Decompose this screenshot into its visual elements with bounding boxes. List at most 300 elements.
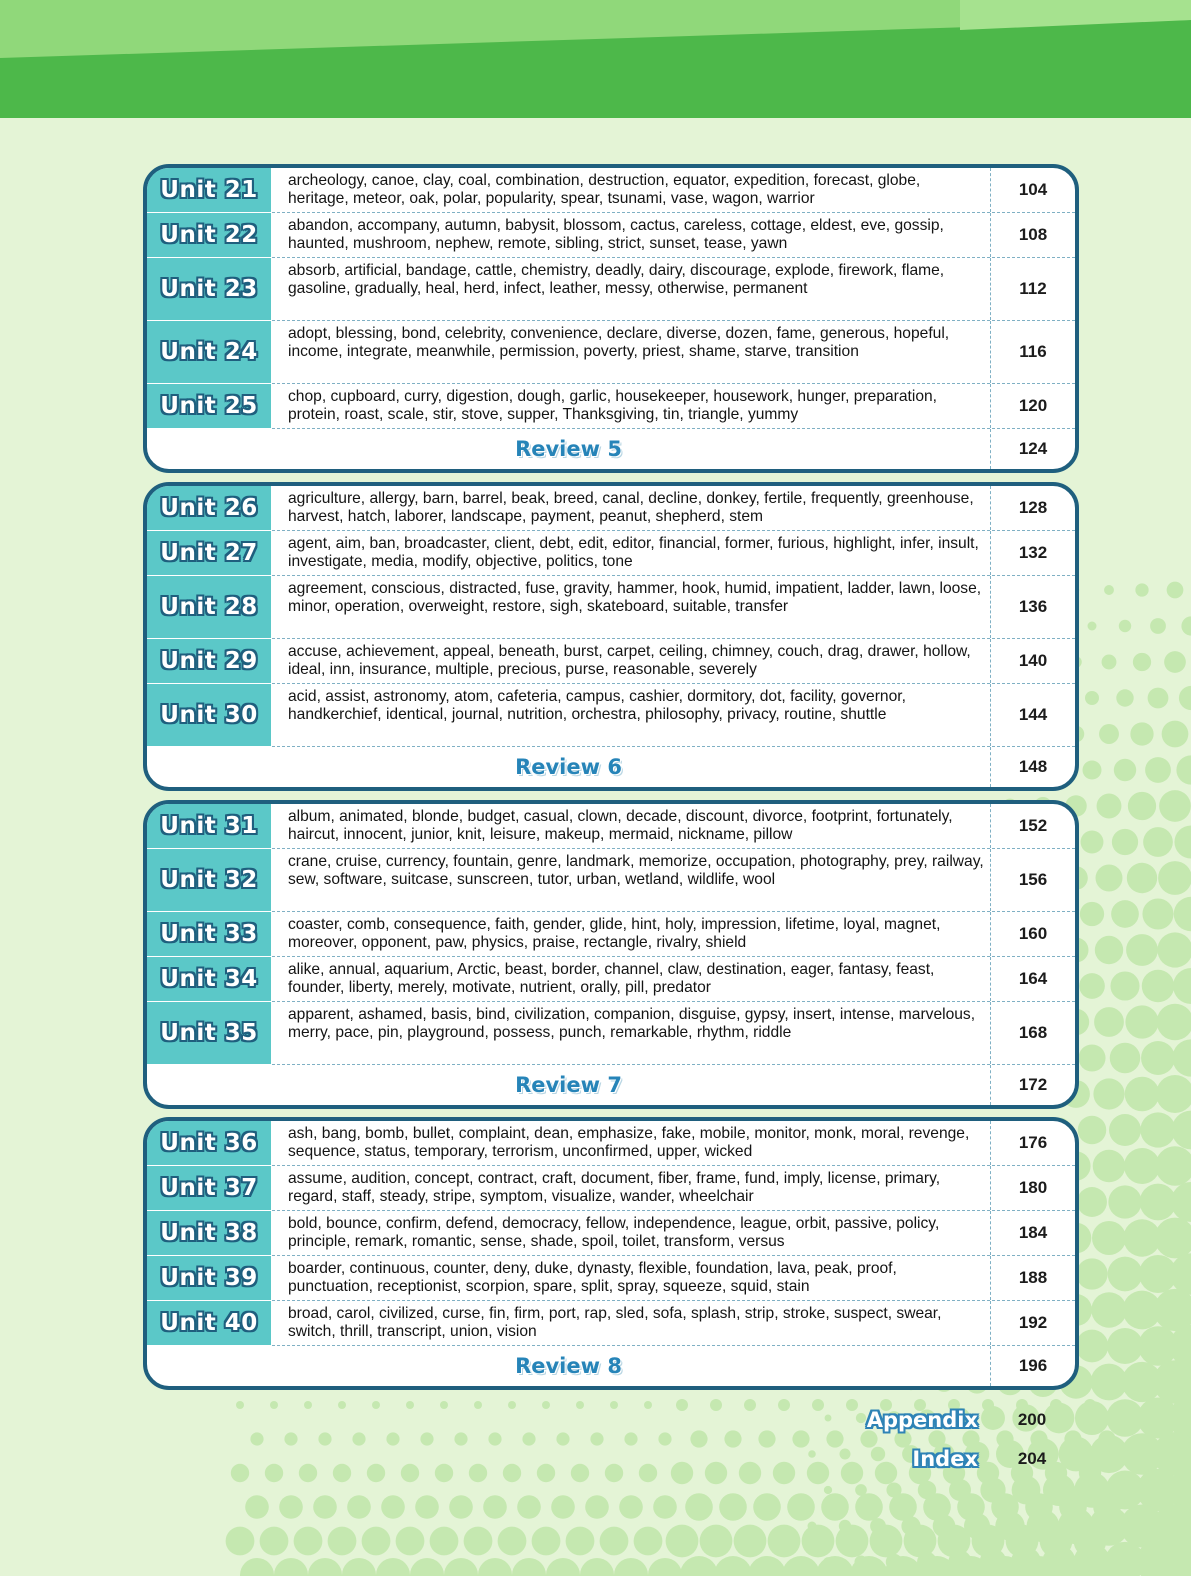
bg-dot <box>396 1527 425 1556</box>
bg-dot <box>1078 1116 1107 1145</box>
unit-page-number: 168 <box>1018 1023 1048 1042</box>
unit-word-list: accuse, achievement, appeal, beneath, burst, carpet, ceiling, chimney, couch, drag, drawer, hollow, ideal, inn, insurance, multiple, precious, purse, reasonable, severely <box>271 639 991 683</box>
unit-word-list: abandon, accompany, autumn, babysit, blossom, cactus, careless, cottage, eldest, eve, gossip, haunted, mushroom, nephew, remote, sibling, strict, sunset, tease, yawn <box>271 213 991 257</box>
unit-label-cell <box>147 168 271 213</box>
bg-dot <box>1106 1399 1144 1437</box>
bg-dot <box>1176 755 1191 784</box>
bg-dot <box>260 1527 289 1556</box>
unit-label-cell <box>147 576 271 639</box>
bg-dot <box>1094 1007 1124 1037</box>
bg-dot <box>938 1525 971 1558</box>
bg-dot <box>904 1525 937 1558</box>
unit-word-list: bold, bounce, confirm, defend, democracy, fellow, independence, league, orbit, passive, policy, principle, remark, romantic, sense, shade, spoil, toilet, transform, versus <box>271 1211 991 1255</box>
unit-word-list: agent, aim, ban, broadcaster, client, debt, edit, editor, financial, former, furious, highlight, infer, insult, investigate, media, modify, objective, politics, tone <box>271 531 991 575</box>
unit-row[interactable] <box>147 912 1075 957</box>
unit-page-number: 180 <box>1018 1178 1048 1197</box>
bg-dot <box>1112 829 1138 855</box>
bg-dot <box>1064 1430 1081 1447</box>
review-page-number: 196 <box>1018 1356 1048 1375</box>
bg-dot <box>824 1486 832 1494</box>
bg-dot <box>342 1558 376 1576</box>
bg-dot <box>1127 863 1157 893</box>
bg-dot <box>1167 582 1184 599</box>
bg-dot <box>634 1527 663 1556</box>
bg-dot <box>270 1401 278 1409</box>
bg-dot <box>923 1493 951 1521</box>
bg-dot <box>1122 1362 1162 1402</box>
unit-word-list: coaster, comb, consequence, faith, gender, glide, hint, holy, impression, lifetime, loyal, magnet, moreover, opponent, paw, physics, praise, rectangle, rivalry, shield <box>271 912 991 956</box>
bg-dot <box>676 1399 688 1411</box>
bg-dot <box>430 1527 459 1556</box>
bg-dot <box>498 1527 527 1556</box>
bg-dot <box>1091 1292 1126 1327</box>
unit-word-list: acid, assist, astronomy, atom, cafeteria, campus, cashier, dormitory, dot, facility, governor, handkerchief, identical, journal, nutrition, orchestra, philosophy, privacy, routine, shuttle <box>271 684 991 746</box>
bg-dot <box>1158 861 1191 895</box>
unit-word-list: broad, carol, civilized, curse, fin, firm, port, rap, sled, sofa, splash, strip, stroke, suspect, swear, switch, thrill, transcript, union, vision <box>271 1301 991 1345</box>
unit-page-number: 140 <box>1018 651 1048 670</box>
review-page-number: 124 <box>1018 439 1048 458</box>
unit-word-list: chop, cupboard, curry, digestion, dough, garlic, housekeeper, housework, hunger, preparation, protein, roast, scale, stir, stove, supper, Thanksgiving, tin, triangle, yummy <box>271 384 991 428</box>
bg-dot <box>1078 1044 1105 1071</box>
bg-dot <box>440 1401 448 1409</box>
unit-label-cell <box>147 1256 271 1301</box>
unit-page-number: 136 <box>1018 597 1048 616</box>
bg-dot <box>1102 655 1117 670</box>
bg-dot <box>284 1432 297 1445</box>
bg-dot <box>464 1527 493 1556</box>
bg-dot <box>1125 1005 1158 1038</box>
unit-label: Unit 29 <box>160 648 258 674</box>
bg-dot <box>294 1527 323 1556</box>
toc-block <box>143 482 1079 791</box>
bg-dot <box>245 1495 269 1519</box>
review-row[interactable] <box>147 429 1075 469</box>
bg-dot <box>1172 1039 1191 1076</box>
bg-dot <box>566 1527 595 1556</box>
bg-dot <box>1093 1150 1126 1183</box>
bg-dot <box>1150 618 1166 634</box>
bg-dot <box>639 1464 657 1482</box>
bg-dot <box>333 1464 351 1482</box>
bg-dot <box>1174 825 1191 858</box>
bg-dot <box>1006 1525 1039 1558</box>
bg-dot <box>444 1558 478 1576</box>
bg-dot <box>410 1558 444 1576</box>
bg-dot <box>556 1432 569 1445</box>
unit-row[interactable] <box>147 1121 1075 1166</box>
bg-dot <box>1130 722 1153 745</box>
bg-dot <box>1040 1525 1073 1558</box>
bg-dot <box>1126 934 1158 966</box>
bg-dot <box>250 1432 263 1445</box>
unit-label-cell <box>147 1211 271 1256</box>
unit-page-number: 192 <box>1018 1313 1048 1332</box>
unit-row[interactable] <box>147 213 1075 258</box>
unit-label: Unit 30 <box>160 702 258 728</box>
unit-row[interactable] <box>147 258 1075 321</box>
bg-dot <box>304 1401 312 1409</box>
bg-dot <box>318 1432 331 1445</box>
unit-page-number: 160 <box>1018 924 1048 943</box>
bg-dot <box>274 1558 308 1576</box>
unit-row[interactable] <box>147 1166 1075 1211</box>
unit-label: Unit 35 <box>160 1020 258 1046</box>
bg-dot <box>1142 898 1173 929</box>
unit-label: Unit 25 <box>160 393 258 419</box>
unit-label-cell <box>147 912 271 957</box>
bg-dot <box>226 1527 255 1556</box>
bg-dot <box>1076 1258 1107 1289</box>
bg-dot <box>362 1527 391 1556</box>
bg-dot <box>352 1432 365 1445</box>
bg-dot <box>1133 653 1151 671</box>
bg-dot <box>1074 1525 1107 1558</box>
bg-dot <box>753 1493 781 1521</box>
unit-word-list: agreement, conscious, distracted, fuse, gravity, hammer, hook, humid, impatient, ladder, lawn, loose, minor, operation, overweight, restore, sigh, skateboard, suitable, transfer <box>271 576 991 638</box>
unit-row[interactable] <box>147 684 1075 747</box>
bg-dot <box>1109 1114 1141 1146</box>
bg-dot <box>714 1556 752 1576</box>
appendix-page-number: 200 <box>1017 1410 1047 1429</box>
bg-dot <box>1159 790 1191 822</box>
bg-dot <box>240 1558 274 1576</box>
unit-label-cell <box>147 957 271 1002</box>
bg-dot <box>1088 622 1097 631</box>
bg-dot <box>653 1495 677 1519</box>
unit-label-cell <box>147 804 271 849</box>
bg-dot <box>517 1495 541 1519</box>
appendix-label: Appendix <box>866 1408 978 1432</box>
bg-dot <box>1116 689 1133 706</box>
bg-dot <box>610 1401 618 1409</box>
bg-dot <box>265 1464 283 1482</box>
bg-dot <box>469 1464 487 1482</box>
bg-dot <box>1077 1187 1107 1217</box>
unit-row[interactable] <box>147 804 1075 849</box>
bg-dot <box>1076 1330 1109 1363</box>
bg-dot <box>372 1401 380 1409</box>
bg-dot <box>1162 721 1189 748</box>
unit-label-cell <box>147 849 271 912</box>
bg-dot <box>1085 691 1099 705</box>
bg-dot <box>666 1525 699 1558</box>
bg-dot <box>542 1401 550 1409</box>
bg-dot <box>347 1495 371 1519</box>
bg-dot <box>1181 616 1191 635</box>
bg-dot <box>671 1462 693 1484</box>
bg-dot <box>1104 585 1114 595</box>
bg-dot <box>328 1527 357 1556</box>
bg-dot <box>648 1558 682 1576</box>
unit-label-cell <box>147 486 271 531</box>
bg-dot <box>483 1495 507 1519</box>
bg-dot <box>338 1401 346 1409</box>
toc-block <box>143 800 1079 1109</box>
unit-word-list: apparent, ashamed, basis, bind, civilization, companion, disguise, gypsy, insert, intense, marvelous, merry, pace, pin, playground, possess, punch, remarkable, rhythm, riddle <box>271 1002 991 1064</box>
unit-word-list: assume, audition, concept, contract, craft, document, fiber, frame, fund, imply, license, primary, regard, staff, steady, stripe, symptom, visualize, wander, wheelchair <box>271 1166 991 1210</box>
bg-dot <box>1128 792 1156 820</box>
bg-dot <box>787 1493 815 1521</box>
bg-dot <box>1157 1004 1191 1041</box>
bg-dot <box>1079 973 1105 999</box>
unit-word-list: agriculture, allergy, barn, barrel, beak, breed, canal, decline, donkey, fertile, frequently, greenhouse, harvest, hatch, laborer, landscape, payment, peanut, shepherd, stem <box>271 486 991 530</box>
unit-row[interactable] <box>147 576 1075 639</box>
bg-dot <box>231 1464 249 1482</box>
bg-dot <box>1148 688 1169 709</box>
bg-dot <box>768 1525 801 1558</box>
bg-dot <box>308 1558 342 1576</box>
bg-dot <box>1110 1043 1141 1074</box>
bg-dot <box>1084 1399 1096 1411</box>
unit-word-list: boarder, continuous, counter, deny, duke, dynasty, flexible, foundation, lava, peak, proof, punctuation, receptionist, scorpion, spare, split, spray, squeeze, squid, stain <box>271 1256 991 1300</box>
unit-row[interactable] <box>147 1301 1075 1346</box>
bg-dot <box>299 1464 317 1482</box>
index-label: Index <box>912 1447 978 1471</box>
unit-label: Unit 34 <box>160 966 258 992</box>
unit-page-number: 116 <box>1019 342 1047 361</box>
bg-dot <box>508 1401 516 1409</box>
unit-label: Unit 39 <box>160 1265 258 1291</box>
bg-dot <box>1174 897 1191 932</box>
bg-dot <box>1092 1221 1126 1255</box>
bg-dot <box>551 1495 575 1519</box>
bg-dot <box>1143 827 1173 857</box>
unit-row[interactable] <box>147 639 1075 684</box>
bg-dot <box>821 1493 849 1521</box>
bg-dot <box>415 1495 439 1519</box>
unit-page-number: 152 <box>1018 816 1048 835</box>
unit-label-cell <box>147 1002 271 1065</box>
bg-dot <box>1091 1364 1128 1401</box>
bg-dot <box>1145 757 1171 783</box>
unit-label-cell <box>147 321 271 384</box>
unit-label: Unit 36 <box>160 1130 258 1156</box>
unit-row[interactable] <box>147 531 1075 576</box>
bg-dot <box>381 1495 405 1519</box>
bg-dot <box>1079 1462 1101 1484</box>
bg-dot <box>590 1432 603 1445</box>
unit-word-list: absorb, artificial, bandage, cattle, chemistry, deadly, dairy, discourage, explode, firework, flame, gasoline, gradually, heal, herd, infect, leather, messy, otherwise, permanent <box>271 258 991 320</box>
bg-dot <box>488 1432 501 1445</box>
bg-dot <box>1108 1257 1143 1292</box>
bg-dot <box>1083 761 1102 780</box>
unit-label-cell <box>147 1301 271 1346</box>
extra-entry[interactable] <box>700 1402 978 1438</box>
bg-dot <box>748 1556 786 1576</box>
bg-dot <box>435 1464 453 1482</box>
bg-dot <box>680 1556 718 1576</box>
bg-dot <box>1114 759 1136 781</box>
unit-label: Unit 21 <box>160 177 258 203</box>
bg-dot <box>1093 1078 1124 1109</box>
bg-dot <box>996 1430 1013 1447</box>
unit-word-list: adopt, blessing, bond, celebrity, convenience, declare, diverse, dozen, fame, generous, hopeful, income, integrate, meanwhile, permission, poverty, priest, shame, starve, transition <box>271 321 991 383</box>
bg-dot <box>1164 651 1186 673</box>
unit-label: Unit 24 <box>160 339 258 365</box>
unit-label: Unit 37 <box>160 1175 258 1201</box>
bg-dot <box>1125 1077 1160 1112</box>
bg-dot <box>1096 865 1123 892</box>
unit-label: Unit 27 <box>160 540 258 566</box>
bg-dot <box>1095 936 1123 964</box>
bg-dot <box>420 1432 433 1445</box>
bg-dot <box>957 1493 985 1521</box>
unit-label: Unit 31 <box>160 813 258 839</box>
unit-page-number: 188 <box>1018 1268 1048 1287</box>
bg-dot <box>1142 970 1175 1003</box>
bg-dot <box>870 1525 903 1558</box>
bg-dot <box>972 1525 1005 1558</box>
bg-dot <box>605 1464 623 1482</box>
unit-row[interactable] <box>147 1002 1075 1065</box>
bg-dot <box>1030 1430 1047 1447</box>
unit-page-number: 132 <box>1018 543 1048 562</box>
toc-block <box>143 1117 1079 1390</box>
bg-dot <box>889 1493 917 1521</box>
unit-page-number: 164 <box>1018 969 1048 988</box>
bg-dot <box>367 1464 385 1482</box>
bg-dot <box>401 1464 419 1482</box>
unit-label: Unit 23 <box>160 276 258 302</box>
bg-dot <box>1081 831 1104 854</box>
bg-dot <box>685 1493 713 1521</box>
review-row[interactable] <box>147 747 1075 787</box>
review-row[interactable] <box>147 1346 1075 1386</box>
bg-dot <box>1155 1146 1191 1185</box>
unit-label: Unit 32 <box>160 867 258 893</box>
bg-dot <box>719 1493 747 1521</box>
unit-row[interactable] <box>147 1256 1075 1301</box>
unit-label-cell <box>147 384 271 429</box>
unit-word-list: album, animated, blonde, budget, casual, clown, decade, discount, divorce, footprint, fortunately, haircut, innocent, junior, knit, leisure, makeup, mermaid, nickname, pillow <box>271 804 991 848</box>
bg-dot <box>1080 902 1104 926</box>
bg-dot <box>816 1556 854 1576</box>
bg-dot <box>512 1558 546 1576</box>
unit-word-list: alike, annual, aquarium, Arctic, beast, border, channel, claw, destination, eager, fantasy, feast, founder, liberty, merely, motivate, nutrient, orally, pill, predator <box>271 957 991 1001</box>
unit-page-number: 184 <box>1018 1223 1048 1242</box>
bg-dot <box>1157 932 1191 967</box>
unit-word-list: ash, bang, bomb, bullet, complaint, dean, emphasize, fake, mobile, monitor, monk, moral, revenge, sequence, status, temporary, terrorism, unconfirmed, upper, wicked <box>271 1121 991 1165</box>
bg-dot <box>522 1432 535 1445</box>
bg-dot <box>1093 1493 1121 1521</box>
bg-dot <box>782 1556 820 1576</box>
unit-row[interactable] <box>147 384 1075 429</box>
bg-dot <box>406 1401 414 1409</box>
bg-dot <box>1123 1219 1160 1256</box>
bg-dot <box>1107 1328 1143 1364</box>
bg-dot <box>1141 1041 1175 1075</box>
bg-dot <box>532 1527 561 1556</box>
review-page-number: 172 <box>1018 1075 1048 1094</box>
unit-label: Unit 22 <box>160 222 258 248</box>
bg-dot <box>313 1495 337 1519</box>
bg-dot <box>1140 1112 1175 1147</box>
bg-dot <box>478 1558 512 1576</box>
bg-dot <box>1108 1185 1141 1218</box>
unit-label-cell <box>147 1121 271 1166</box>
bg-dot <box>546 1558 580 1576</box>
bg-dot <box>836 1525 869 1558</box>
unit-word-list: archeology, canoe, clay, coal, combination, destruction, equator, expedition, forecast, globe, heritage, meteor, oak, polar, popularity, spear, tsunami, vase, wagon, warrior <box>271 168 991 212</box>
bg-dot <box>585 1495 609 1519</box>
unit-page-number: 144 <box>1018 705 1048 724</box>
review-label: Review 8 <box>147 1346 991 1386</box>
unit-page-number: 120 <box>1018 396 1048 415</box>
bg-dot <box>386 1432 399 1445</box>
bg-dot <box>537 1464 555 1482</box>
unit-page-number: 104 <box>1018 180 1048 199</box>
extra-entry[interactable] <box>700 1441 978 1477</box>
unit-word-list: crane, cruise, currency, fountain, genre, landmark, memorize, occupation, photography, prey, railway, sew, software, suitcase, sunscreen, tutor, urban, wetland, wildlife, wool <box>271 849 991 911</box>
unit-label: Unit 26 <box>160 495 258 521</box>
bg-dot <box>658 1432 671 1445</box>
bg-dot <box>619 1495 643 1519</box>
index-page-number: 204 <box>1017 1449 1047 1468</box>
bg-dot <box>236 1401 244 1409</box>
unit-label-cell <box>147 639 271 684</box>
unit-label: Unit 40 <box>160 1310 258 1336</box>
bg-dot <box>571 1464 589 1482</box>
bg-dot <box>614 1558 648 1576</box>
bg-dot <box>1179 686 1191 710</box>
bg-dot <box>1140 1184 1177 1221</box>
bg-dot <box>474 1401 482 1409</box>
bg-dot <box>1138 1326 1178 1366</box>
unit-label-cell <box>147 1166 271 1211</box>
bg-dot <box>991 1493 1019 1521</box>
bg-dot <box>1097 794 1122 819</box>
unit-row[interactable] <box>147 168 1075 213</box>
bg-dot <box>1119 620 1131 632</box>
bg-dot <box>1099 724 1119 744</box>
unit-label-cell <box>147 531 271 576</box>
bg-dot <box>454 1432 467 1445</box>
unit-label: Unit 33 <box>160 921 258 947</box>
unit-label-cell <box>147 213 271 258</box>
bg-dot <box>279 1495 303 1519</box>
unit-row[interactable] <box>147 321 1075 384</box>
bg-dot <box>576 1401 584 1409</box>
unit-row[interactable] <box>147 849 1075 912</box>
bg-dot <box>1124 1148 1160 1184</box>
bg-dot <box>1156 1075 1191 1113</box>
bg-dot <box>855 1493 883 1521</box>
bg-dot <box>644 1401 652 1409</box>
bg-dot <box>449 1495 473 1519</box>
bg-dot <box>1173 968 1191 1004</box>
review-page-number: 148 <box>1018 757 1048 776</box>
unit-row[interactable] <box>147 957 1075 1002</box>
bg-dot <box>802 1525 835 1558</box>
bg-dot <box>1123 1291 1162 1330</box>
review-label: Review 5 <box>147 429 991 469</box>
bg-dot <box>1110 971 1139 1000</box>
bg-dot <box>700 1525 733 1558</box>
bg-dot <box>600 1527 629 1556</box>
unit-page-number: 128 <box>1018 498 1048 517</box>
unit-label: Unit 28 <box>160 594 258 620</box>
bg-dot <box>1025 1493 1053 1521</box>
unit-row[interactable] <box>147 1211 1075 1256</box>
bg-dot <box>734 1525 767 1558</box>
review-row[interactable] <box>147 1065 1075 1105</box>
unit-page-number: 176 <box>1018 1133 1048 1152</box>
unit-label: Unit 38 <box>160 1220 258 1246</box>
review-label: Review 6 <box>147 747 991 787</box>
bg-dot <box>1059 1493 1087 1521</box>
bg-dot <box>1139 1255 1177 1293</box>
unit-row[interactable] <box>147 486 1075 531</box>
